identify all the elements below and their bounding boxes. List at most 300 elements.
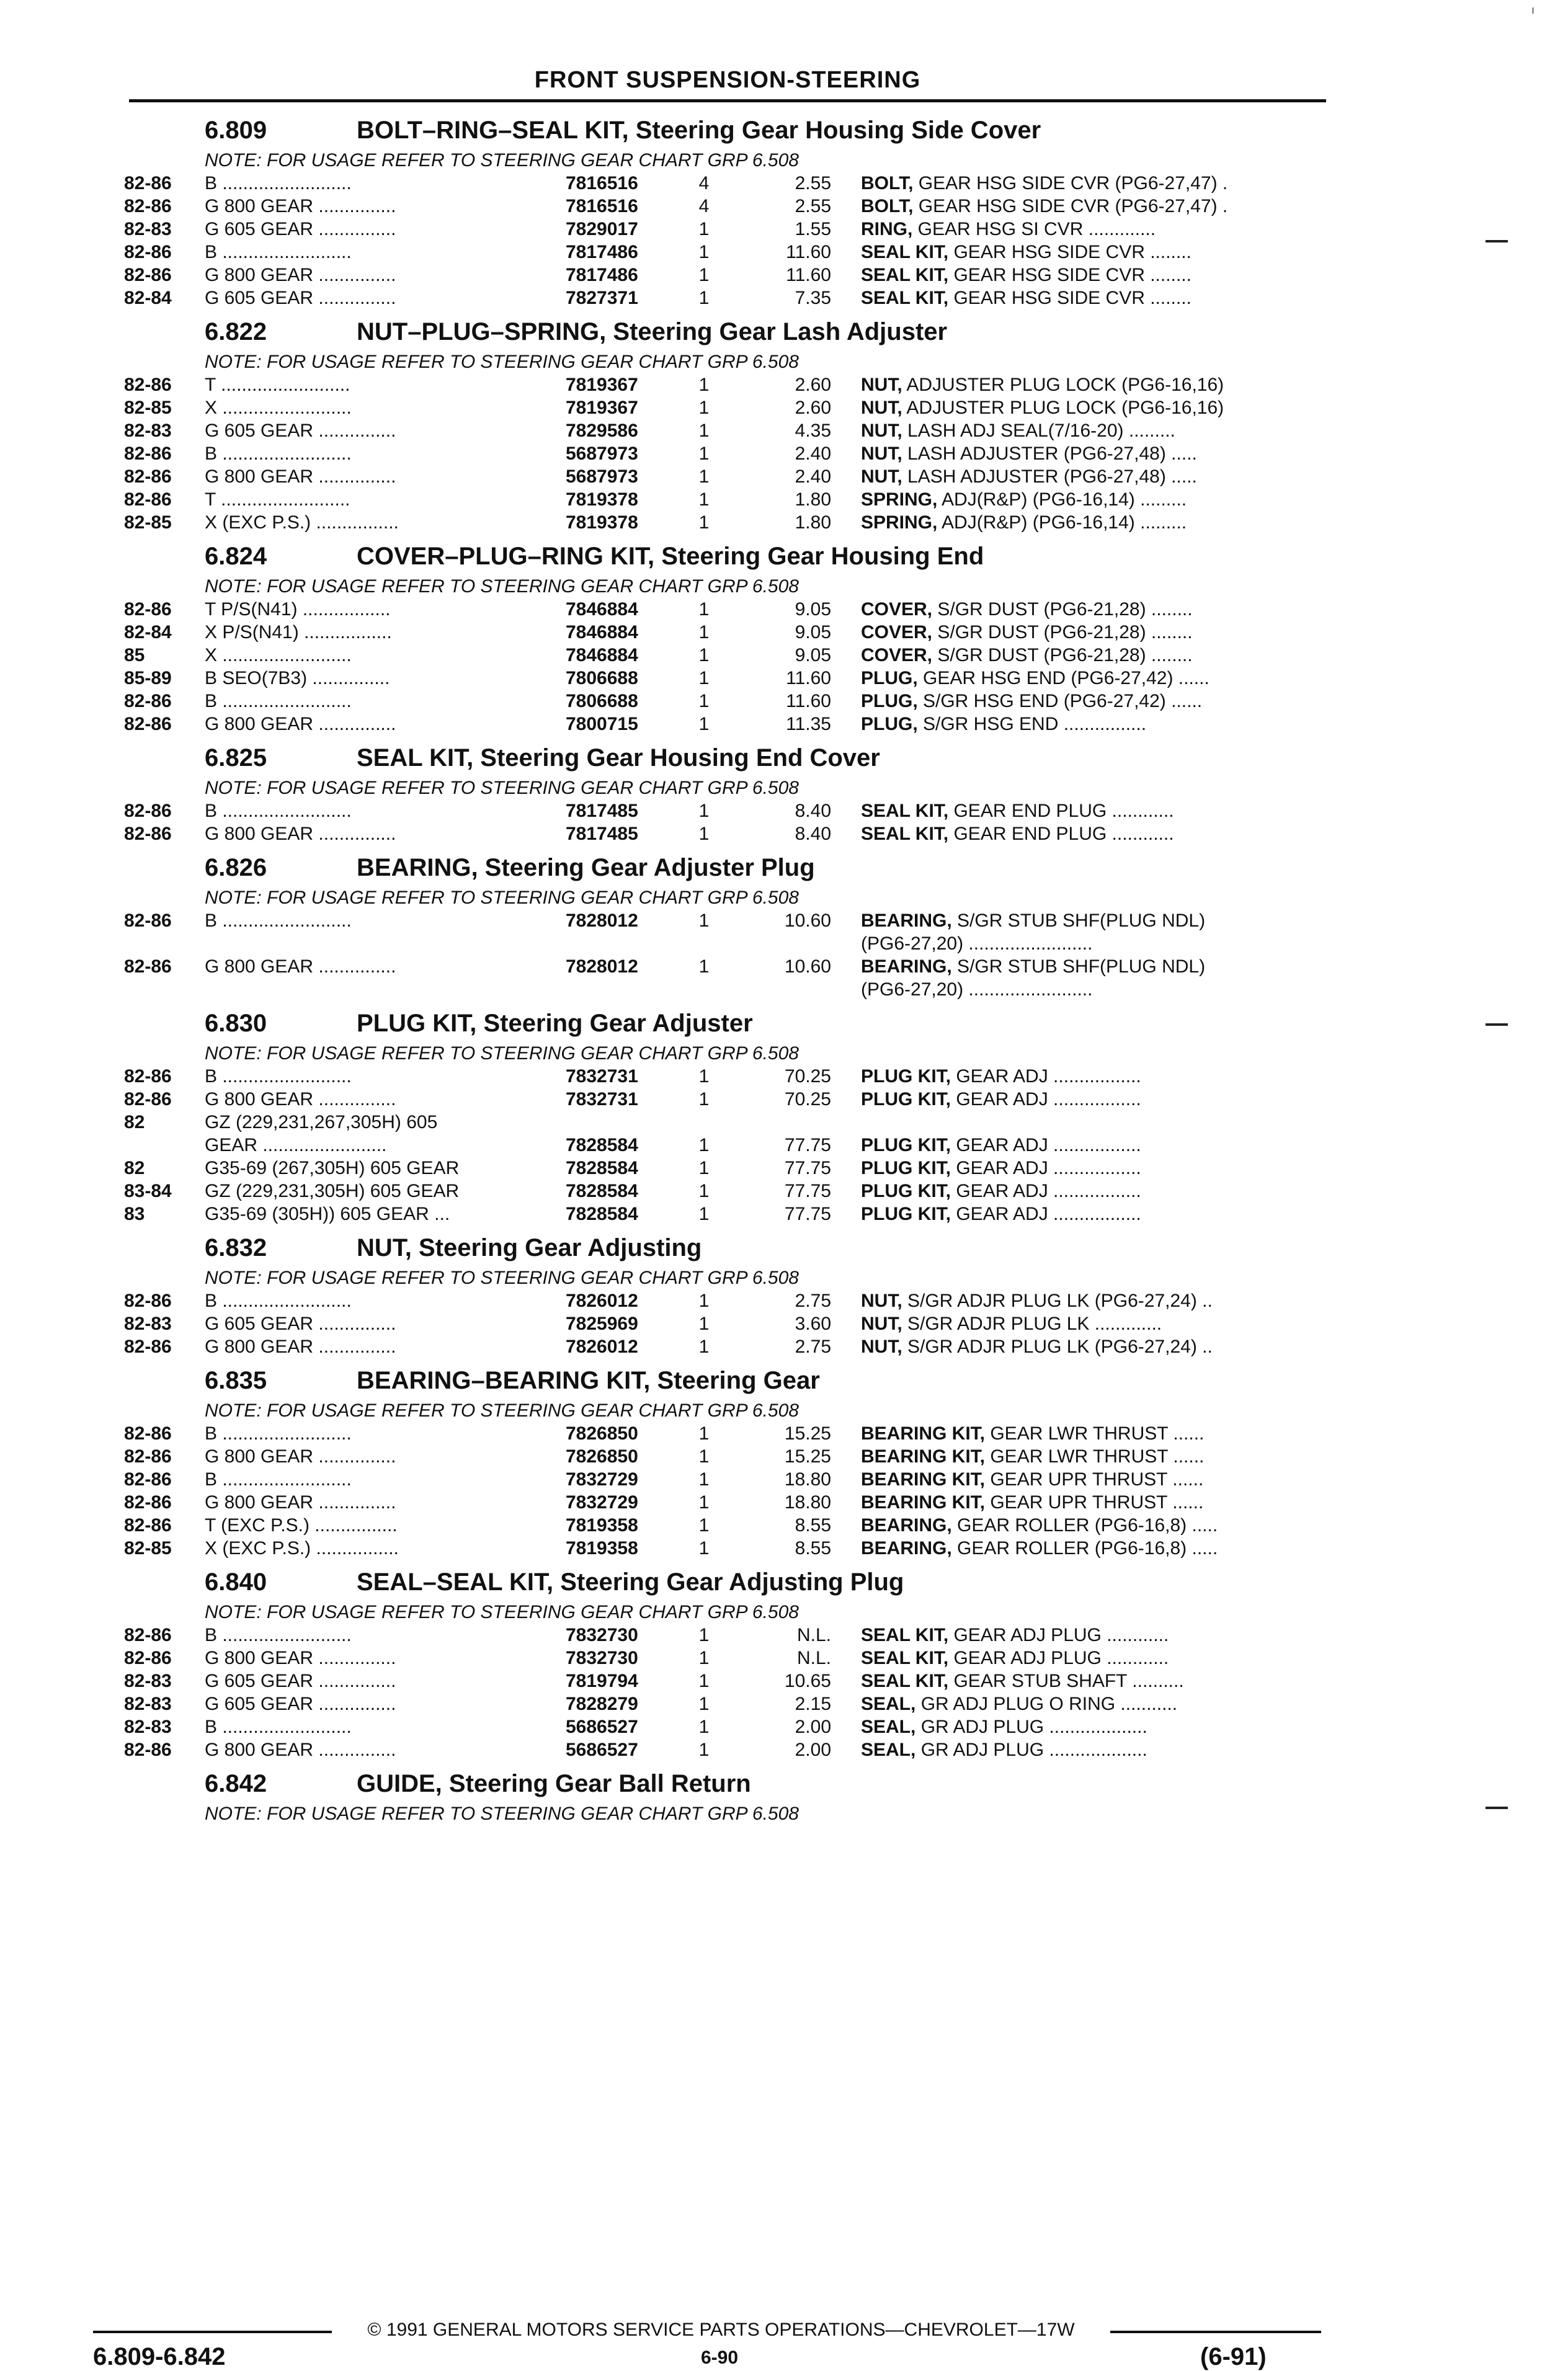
part-description: [861, 1134, 1320, 1157]
part-detail: GEAR ADJ .................: [951, 1135, 1141, 1155]
price: 18.80: [784, 1469, 831, 1490]
section-heading: [0, 1005, 1568, 1042]
price: 1.80: [795, 489, 831, 510]
part-number: 7826012: [566, 1337, 638, 1357]
part-description: [861, 978, 1320, 1001]
quantity: 1: [698, 1089, 710, 1110]
price: 70.25: [784, 1089, 831, 1110]
model-year: 82-86: [124, 1066, 172, 1087]
part-detail: S/GR DUST (PG6-21,28) ........: [932, 645, 1193, 665]
corner-mark: [1532, 7, 1534, 14]
model-applicability: X .........................: [205, 645, 352, 665]
model-year: 82-86: [124, 801, 172, 821]
price: 15.25: [784, 1446, 831, 1467]
section-6-830: [0, 1005, 1568, 1226]
part-type: NUT,: [861, 466, 902, 487]
part-description: [861, 1693, 1320, 1715]
price: 11.60: [786, 242, 831, 262]
part-row: [0, 978, 1568, 1001]
part-number: 7826850: [566, 1423, 638, 1444]
part-description: [861, 1647, 1320, 1670]
price: 7.35: [795, 288, 831, 308]
quantity: 1: [698, 466, 710, 487]
part-number: 7806688: [566, 691, 638, 711]
part-description: [861, 1088, 1320, 1111]
part-number: 7828279: [566, 1694, 638, 1714]
price: 8.55: [795, 1538, 831, 1559]
model-applicability: B .........................: [205, 1625, 352, 1645]
part-number: 7819794: [566, 1671, 638, 1691]
price: 9.05: [795, 622, 831, 643]
part-type: BEARING,: [861, 956, 952, 977]
part-detail: LASH ADJUSTER (PG6-27,48) .....: [902, 443, 1197, 464]
part-description: [861, 287, 1320, 309]
part-number: 7826850: [566, 1446, 638, 1467]
model-applicability: G 800 GEAR ...............: [205, 265, 396, 285]
price: 11.35: [786, 714, 831, 734]
part-row: [0, 465, 1568, 488]
price: 8.40: [795, 824, 831, 844]
model-year: 82-86: [124, 1291, 172, 1311]
model-year: 82-86: [124, 910, 172, 931]
price: 10.60: [784, 956, 831, 977]
part-description: [861, 218, 1320, 241]
part-row: [0, 1468, 1568, 1491]
part-number: 7832730: [566, 1625, 638, 1645]
part-row: [0, 1715, 1568, 1738]
quantity: 1: [698, 801, 710, 821]
part-row: [0, 1537, 1568, 1560]
model-applicability: G 800 GEAR ...............: [205, 1089, 396, 1110]
part-detail: GEAR LWR THRUST ......: [985, 1423, 1205, 1444]
part-detail: GEAR HSG SIDE CVR (PG6-27,47) .: [913, 196, 1228, 216]
quantity: 1: [698, 1671, 710, 1691]
part-detail: GEAR HSG SIDE CVR (PG6-27,47) .: [913, 173, 1228, 194]
model-year: 82-86: [124, 824, 172, 844]
model-year: 82-86: [124, 599, 172, 620]
model-applicability: B .........................: [205, 1423, 352, 1444]
model-year: 82-86: [124, 173, 172, 194]
section-6-826: [0, 849, 1568, 1001]
price: 8.40: [795, 801, 831, 821]
price: 2.40: [795, 466, 831, 487]
model-applicability: B .........................: [205, 242, 352, 262]
model-applicability: GZ (229,231,305H) 605 GEAR: [205, 1181, 460, 1201]
part-row: [0, 1065, 1568, 1088]
part-number: 7800715: [566, 714, 638, 734]
model-year: 82-83: [124, 219, 172, 239]
part-row: [0, 1670, 1568, 1693]
footer-rule-right: [1110, 2331, 1321, 2333]
part-description: [861, 1289, 1320, 1312]
section-title: GUIDE, Steering Gear Ball Return: [357, 1770, 751, 1797]
model-applicability: B .........................: [205, 1717, 352, 1737]
model-applicability: B .........................: [205, 910, 352, 931]
part-row: [0, 1445, 1568, 1468]
model-year: 82-86: [124, 1423, 172, 1444]
part-row: [0, 218, 1568, 241]
part-type: NUT,: [861, 1291, 902, 1311]
section-note: NOTE: FOR USAGE REFER TO STEERING GEAR CHART GRP 6.508: [205, 1043, 799, 1064]
quantity: 1: [698, 242, 710, 262]
part-number: 7827371: [566, 288, 638, 308]
part-detail: GEAR HSG SIDE CVR ........: [948, 288, 1192, 308]
part-row: [0, 1647, 1568, 1670]
part-detail: GEAR HSG END (PG6-27,42) ......: [917, 668, 1209, 688]
part-number: 7826012: [566, 1291, 638, 1311]
section-title: BEARING–BEARING KIT, Steering Gear: [357, 1367, 820, 1394]
part-type: SEAL,: [861, 1694, 916, 1714]
part-type: PLUG KIT,: [861, 1135, 951, 1155]
part-detail: S/GR DUST (PG6-21,28) ........: [932, 599, 1193, 620]
section-number: 6.824: [205, 543, 267, 570]
section-6-822: [0, 313, 1568, 534]
model-applicability: G 800 GEAR ...............: [205, 196, 396, 216]
part-detail: GR ADJ PLUG ...................: [915, 1717, 1147, 1737]
quantity: 1: [698, 1423, 710, 1444]
part-number: 7832729: [566, 1492, 638, 1513]
part-detail: S/GR STUB SHF(PLUG NDL): [951, 910, 1206, 931]
part-detail: GR ADJ PLUG O RING ...........: [915, 1694, 1178, 1714]
part-detail: ADJ(R&P) (PG6-16,14) .........: [937, 489, 1187, 510]
quantity: 1: [698, 691, 710, 711]
section-note: NOTE: FOR USAGE REFER TO STEERING GEAR CHART GRP 6.508: [205, 352, 799, 372]
part-number: 5687973: [566, 443, 638, 464]
part-row: [0, 621, 1568, 644]
part-type: PLUG KIT,: [861, 1066, 951, 1087]
model-applicability: G 605 GEAR ...............: [205, 1314, 396, 1334]
model-applicability: B .........................: [205, 1291, 352, 1311]
model-year: 82-86: [124, 1740, 172, 1760]
price: 11.60: [786, 668, 831, 688]
part-description: [861, 1670, 1320, 1693]
quantity: 1: [698, 1337, 710, 1357]
part-row: [0, 598, 1568, 621]
price: 2.55: [795, 196, 831, 216]
model-applicability: B .........................: [205, 173, 352, 194]
part-number: 7817485: [566, 801, 638, 821]
model-applicability: X (EXC P.S.) ................: [205, 1538, 399, 1559]
part-number: 7828012: [566, 910, 638, 931]
part-number: 7819358: [566, 1515, 638, 1536]
part-row: [0, 1180, 1568, 1203]
model-applicability: G 800 GEAR ...............: [205, 466, 396, 487]
part-row: [0, 1738, 1568, 1761]
part-detail: ADJUSTER PLUG LOCK (PG6-16,16): [902, 398, 1224, 418]
part-type: BEARING KIT,: [861, 1423, 986, 1444]
header-rule: [129, 99, 1326, 102]
section-note: NOTE: FOR USAGE REFER TO STEERING GEAR CHART GRP 6.508: [205, 150, 799, 171]
part-row: [0, 713, 1568, 736]
part-detail: S/GR STUB SHF(PLUG NDL): [951, 956, 1206, 977]
part-detail: GEAR UPR THRUST ......: [985, 1469, 1204, 1490]
section-number: 6.826: [205, 854, 267, 881]
section-number: 6.809: [205, 117, 267, 144]
section-6-840: [0, 1564, 1568, 1761]
part-description: [861, 1537, 1320, 1560]
model-year: 82-86: [124, 196, 172, 216]
quantity: 1: [698, 1066, 710, 1087]
part-description: [861, 1514, 1320, 1537]
part-row: [0, 442, 1568, 465]
part-description: [861, 822, 1320, 845]
model-year: 85-89: [124, 668, 172, 688]
part-type: SPRING,: [861, 512, 938, 533]
model-year: 82-86: [124, 714, 172, 734]
section-title: NUT–PLUG–SPRING, Steering Gear Lash Adjuster: [357, 318, 948, 345]
part-row: [0, 1693, 1568, 1715]
quantity: 1: [698, 956, 710, 977]
model-year: 82-83: [124, 420, 172, 441]
quantity: 1: [698, 1625, 710, 1645]
price: 2.15: [795, 1694, 831, 1714]
model-applicability: G 800 GEAR ...............: [205, 1337, 396, 1357]
section-6-824: [0, 538, 1568, 736]
footer-page-ref: (6-91): [1200, 2343, 1267, 2370]
part-number: 7817486: [566, 242, 638, 262]
part-type: SEAL,: [861, 1717, 916, 1737]
part-row: [0, 1514, 1568, 1537]
part-detail: GEAR ADJ .................: [951, 1181, 1141, 1201]
model-applicability: B .........................: [205, 1469, 352, 1490]
section-number: 6.840: [205, 1568, 267, 1596]
price: 2.55: [795, 173, 831, 194]
part-row: [0, 396, 1568, 419]
part-type: SEAL KIT,: [861, 1671, 949, 1691]
quantity: 1: [698, 1515, 710, 1536]
part-row: [0, 909, 1568, 932]
model-applicability: B SEO(7B3) ...............: [205, 668, 390, 688]
model-applicability: X (EXC P.S.) ................: [205, 512, 399, 533]
quantity: 1: [698, 1717, 710, 1737]
part-type: BOLT,: [861, 173, 914, 194]
page-title: FRONT SUSPENSION-STEERING: [534, 67, 921, 93]
part-type: PLUG KIT,: [861, 1158, 951, 1178]
quantity: 1: [698, 219, 710, 239]
part-detail: GR ADJ PLUG ...................: [915, 1740, 1147, 1760]
part-description: [861, 955, 1320, 978]
price: 2.75: [795, 1291, 831, 1311]
quantity: 4: [698, 173, 710, 194]
model-year: 82: [124, 1112, 145, 1132]
model-applicability: G 605 GEAR ...............: [205, 219, 396, 239]
model-applicability: G 800 GEAR ...............: [205, 1740, 396, 1760]
part-number: 5686527: [566, 1740, 638, 1760]
part-description: [861, 621, 1320, 644]
part-row: [0, 799, 1568, 822]
part-type: SEAL KIT,: [861, 265, 949, 285]
part-type: RING,: [861, 219, 913, 239]
part-description: [861, 1157, 1320, 1180]
model-year: 85: [124, 645, 145, 665]
part-type: PLUG,: [861, 714, 918, 734]
part-detail: GEAR END PLUG ............: [948, 801, 1174, 821]
price: 15.25: [784, 1423, 831, 1444]
section-heading: [0, 739, 1568, 776]
model-applicability: G 605 GEAR ...............: [205, 288, 396, 308]
part-detail: GEAR END PLUG ............: [948, 824, 1174, 844]
part-number: 7819358: [566, 1538, 638, 1559]
quantity: 1: [698, 489, 710, 510]
section-6-842: [0, 1765, 1568, 1825]
part-description: [861, 511, 1320, 534]
part-detail: S/GR DUST (PG6-21,28) ........: [932, 622, 1193, 643]
price: 77.75: [784, 1135, 831, 1155]
footer-section-range: 6.809-6.842: [93, 2343, 226, 2370]
part-row: [0, 667, 1568, 690]
part-description: [861, 1335, 1320, 1358]
part-type: SEAL KIT,: [861, 1625, 949, 1645]
part-description: [861, 644, 1320, 667]
model-year: 82-83: [124, 1694, 172, 1714]
price: 9.05: [795, 645, 831, 665]
part-description: [861, 264, 1320, 287]
part-detail: LASH ADJ SEAL(7/16-20) .........: [902, 420, 1175, 441]
part-description: [861, 488, 1320, 511]
model-applicability: GZ (229,231,267,305H) 605: [205, 1112, 438, 1132]
model-applicability: B .........................: [205, 691, 352, 711]
part-description: [861, 419, 1320, 442]
part-detail: GEAR ADJ .................: [951, 1204, 1141, 1224]
section-note: NOTE: FOR USAGE REFER TO STEERING GEAR CHART GRP 6.508: [205, 1602, 799, 1622]
model-year: 82-85: [124, 512, 172, 533]
price: N.L.: [796, 1625, 831, 1645]
section-title: PLUG KIT, Steering Gear Adjuster: [357, 1010, 753, 1037]
part-detail: S/GR HSG END ................: [917, 714, 1147, 734]
part-detail: GEAR ADJ .................: [951, 1158, 1141, 1178]
part-row: [0, 241, 1568, 264]
price: 10.65: [784, 1671, 831, 1691]
part-detail: GEAR LWR THRUST ......: [985, 1446, 1205, 1467]
part-type: NUT,: [861, 375, 902, 395]
section-6-809: [0, 112, 1568, 309]
part-type: PLUG,: [861, 668, 918, 688]
quantity: 1: [698, 622, 710, 643]
part-description: [861, 396, 1320, 419]
part-type: NUT,: [861, 398, 902, 418]
model-applicability: GEAR ........................: [205, 1135, 387, 1155]
part-detail: GEAR UPR THRUST ......: [985, 1492, 1204, 1513]
part-row: [0, 287, 1568, 309]
section-number: 6.830: [205, 1010, 267, 1037]
price: 2.40: [795, 443, 831, 464]
footer-copyright: © 1991 GENERAL MOTORS SERVICE PARTS OPERATIONS—CHEVROLET—17W: [367, 2320, 1075, 2340]
model-year: 82-86: [124, 1625, 172, 1645]
model-applicability: G35-69 (305H)) 605 GEAR ...: [205, 1204, 450, 1224]
margin-mark: [1486, 240, 1508, 242]
quantity: 1: [698, 1492, 710, 1513]
part-detail: GEAR ROLLER (PG6-16,8) .....: [951, 1538, 1218, 1559]
section-title: BOLT–RING–SEAL KIT, Steering Gear Housing Side Cover: [357, 117, 1041, 144]
part-description: [861, 241, 1320, 264]
model-year: 82-86: [124, 1089, 172, 1110]
part-number: 7819378: [566, 512, 638, 533]
part-description: [861, 373, 1320, 396]
part-row: [0, 1289, 1568, 1312]
part-description: [861, 909, 1320, 932]
quantity: 1: [698, 1181, 710, 1201]
quantity: 1: [698, 1740, 710, 1760]
model-year: 82-86: [124, 691, 172, 711]
section-heading: [0, 313, 1568, 350]
section-number: 6.835: [205, 1367, 267, 1394]
quantity: 1: [698, 714, 710, 734]
model-year: 82-83: [124, 1671, 172, 1691]
part-type: BEARING KIT,: [861, 1446, 986, 1467]
model-year: 82-84: [124, 288, 172, 308]
part-row: [0, 1491, 1568, 1514]
model-applicability: B .........................: [205, 801, 352, 821]
part-row: [0, 1134, 1568, 1157]
part-type: BEARING KIT,: [861, 1469, 986, 1490]
part-description: [861, 1715, 1320, 1738]
part-type: PLUG,: [861, 691, 918, 711]
model-year: 82-86: [124, 1469, 172, 1490]
model-year: 82-86: [124, 1492, 172, 1513]
quantity: 4: [698, 196, 710, 216]
price: 8.55: [795, 1515, 831, 1536]
part-row: [0, 419, 1568, 442]
model-applicability: G 605 GEAR ...............: [205, 1694, 396, 1714]
part-type: SEAL KIT,: [861, 242, 949, 262]
section-title: SEAL KIT, Steering Gear Housing End Cover: [357, 744, 880, 772]
quantity: 1: [698, 1158, 710, 1178]
part-detail: ADJ(R&P) (PG6-16,14) .........: [937, 512, 1187, 533]
part-number: 7846884: [566, 622, 638, 643]
section-title: NUT, Steering Gear Adjusting: [357, 1234, 702, 1261]
part-number: 7828584: [566, 1135, 638, 1155]
part-number: 7817485: [566, 824, 638, 844]
part-number: 7816516: [566, 196, 638, 216]
section-title: BEARING, Steering Gear Adjuster Plug: [357, 854, 815, 881]
model-year: 82-83: [124, 1717, 172, 1737]
margin-mark: [1486, 1023, 1508, 1026]
part-row: [0, 1335, 1568, 1358]
price: 18.80: [784, 1492, 831, 1513]
part-description: [861, 1624, 1320, 1647]
section-title: SEAL–SEAL KIT, Steering Gear Adjusting Plug: [357, 1568, 904, 1596]
part-detail: GEAR ROLLER (PG6-16,8) .....: [951, 1515, 1218, 1536]
section-note: NOTE: FOR USAGE REFER TO STEERING GEAR CHART GRP 6.508: [205, 1268, 799, 1288]
part-detail: S/GR ADJR PLUG LK (PG6-27,24) ..: [902, 1337, 1213, 1357]
part-number: 7832731: [566, 1066, 638, 1087]
part-number: 7828584: [566, 1158, 638, 1178]
part-row: [0, 955, 1568, 978]
quantity: 1: [698, 1135, 710, 1155]
part-row: [0, 690, 1568, 713]
part-type: BEARING,: [861, 1538, 952, 1559]
price: 4.35: [795, 420, 831, 441]
model-year: 82-83: [124, 1314, 172, 1334]
part-number: 7816516: [566, 173, 638, 194]
part-type: BEARING,: [861, 1515, 952, 1536]
model-year: 82-86: [124, 956, 172, 977]
part-row: [0, 1088, 1568, 1111]
model-applicability: G 800 GEAR ...............: [205, 1648, 396, 1668]
part-type: PLUG KIT,: [861, 1089, 951, 1110]
model-year: 82-86: [124, 265, 172, 285]
part-number: 7817486: [566, 265, 638, 285]
quantity: 1: [698, 824, 710, 844]
part-row: [0, 932, 1568, 955]
part-detail: ADJUSTER PLUG LOCK (PG6-16,16): [902, 375, 1224, 395]
section-title: COVER–PLUG–RING KIT, Steering Gear Housing End: [357, 543, 984, 570]
model-year: 83-84: [124, 1181, 172, 1201]
model-applicability: B .........................: [205, 1066, 352, 1087]
part-detail: GEAR HSG SIDE CVR ........: [948, 242, 1192, 262]
price: 70.25: [784, 1066, 831, 1087]
price: 77.75: [784, 1204, 831, 1224]
